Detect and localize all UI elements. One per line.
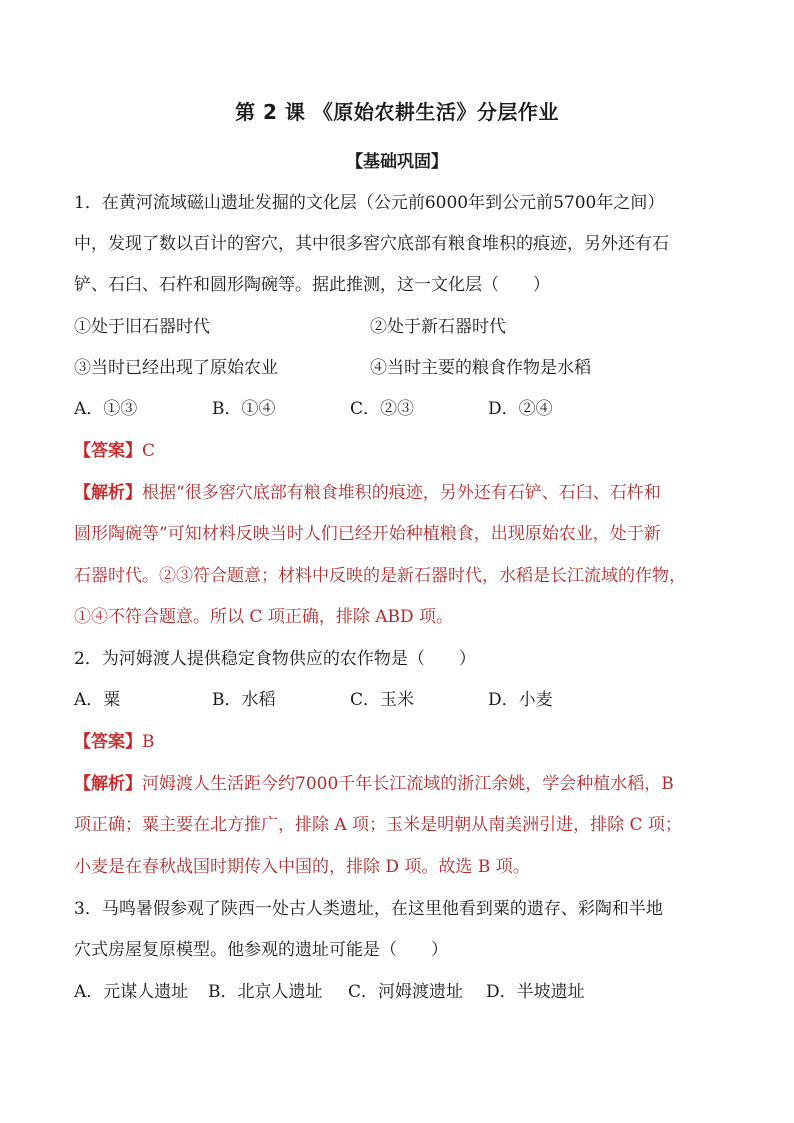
analysis-tag: 【解析】 (74, 774, 142, 794)
q3-stem-line-1: 3．马鸣暑假参观了陕西一处古人类遗址，在这里他看到粟的遗存、彩陶和半地 (74, 899, 663, 919)
q3-option-c: C．河姆渡遗址 (348, 982, 464, 1002)
answer-value: B (142, 732, 155, 752)
q2-analysis-line-3: 小麦是在春秋战国时期传入中国的，排除 D 项。故选 B 项。 (74, 857, 530, 877)
q1-analysis-line-3: 石器时代。②③符合题意；材料中反映的是新石器时代，水稻是长江流域的作物， (74, 566, 686, 586)
q2-stem: 2．为河姆渡人提供稳定食物供应的农作物是（ ） (74, 649, 476, 669)
answer-value: C (142, 441, 156, 461)
q3-option-b: B．北京人遗址 (208, 982, 323, 1002)
q1-statement-4: ④当时主要的粮食作物是水稻 (370, 358, 591, 378)
section-heading: 【基础巩固】 (346, 152, 448, 172)
q3-stem-line-2: 穴式房屋复原模型。他参观的遗址可能是（ ） (74, 940, 448, 960)
q1-answer (74, 440, 155, 462)
q3-option-d: D．半坡遗址 (486, 982, 585, 1002)
q1-analysis-line-4: ①④不符合题意。所以 C 项正确，排除 ABD 项。 (74, 607, 454, 627)
q1-statement-1: ①处于旧石器时代 (74, 317, 210, 337)
answer-tag: 【答案】 (74, 732, 142, 752)
answer-tag: 【答案】 (74, 441, 142, 461)
q1-stem-line-2: 中，发现了数以百计的窖穴，其中很多窖穴底部有粮食堆积的痕迹，另外还有石 (74, 234, 669, 254)
q2-analysis-line-1 (74, 773, 674, 795)
q2-answer (74, 731, 155, 753)
q1-stem-line-1: 1．在黄河流域磁山遗址发掘的文化层（公元前6000年到公元前5700年之间） (74, 193, 665, 213)
q3-option-a: A．元谋人遗址 (74, 982, 189, 1002)
q1-statement-3: ③当时已经出现了原始农业 (74, 358, 278, 378)
q2-option-a: A．粟 (74, 690, 121, 710)
page-title: 第 2 课 《原始农耕生活》分层作业 (235, 100, 559, 124)
q1-option-d: D．②④ (488, 399, 553, 419)
q2-option-b: B．水稻 (212, 690, 276, 710)
q2-option-c: C．玉米 (350, 690, 415, 710)
q2-analysis-line-2: 项正确；粟主要在北方推广，排除 A 项；玉米是明朝从南美洲引进，排除 C 项； (74, 815, 682, 835)
analysis-text: 河姆渡人生活距今约7000千年长江流域的浙江余姚，学会种植水稻，B (142, 774, 674, 794)
q1-statement-2: ②处于新石器时代 (370, 317, 506, 337)
q1-option-b: B．①④ (212, 399, 276, 419)
q1-stem-line-3: 铲、石臼、石杵和圆形陶碗等。据此推测，这一文化层（ ） (74, 275, 550, 295)
q1-analysis-line-2: 圆形陶碗等”可知材料反映当时人们已经开始种植粮食，出现原始农业，处于新 (74, 524, 661, 544)
analysis-tag: 【解析】 (74, 483, 142, 503)
analysis-text: 根据“很多窖穴底部有粮食堆积的痕迹，另外还有石铲、石臼、石杵和 (142, 483, 661, 503)
q1-option-c: C．②③ (350, 399, 415, 419)
q1-option-a: A．①③ (74, 399, 138, 419)
q2-option-d: D．小麦 (488, 690, 553, 710)
q1-analysis-line-1 (74, 482, 661, 504)
